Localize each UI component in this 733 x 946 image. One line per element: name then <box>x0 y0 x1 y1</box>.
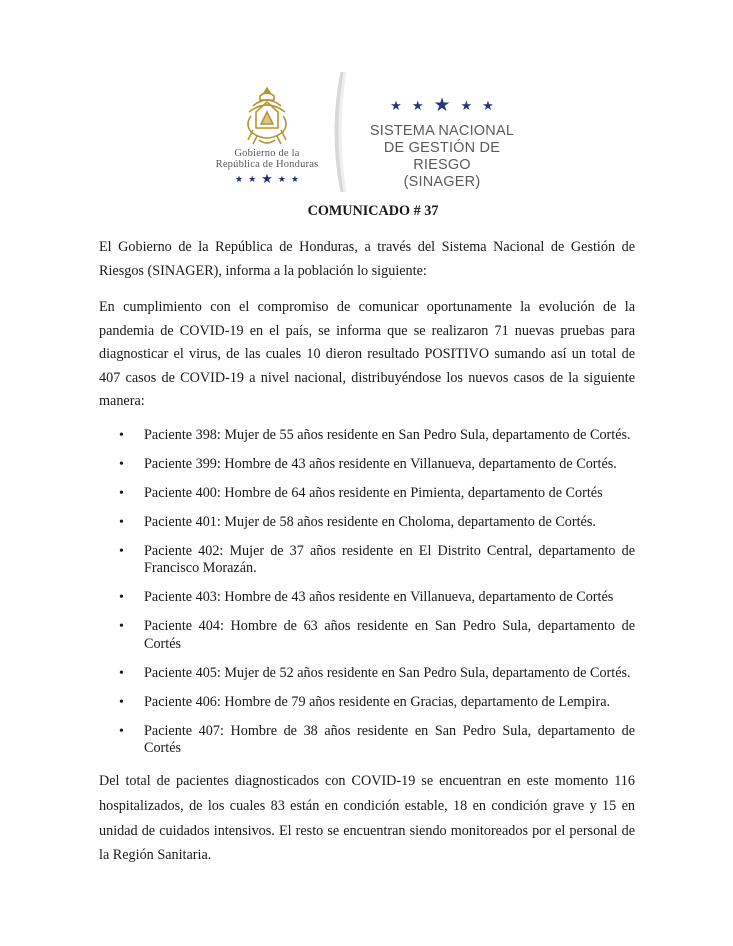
bullet-icon: • <box>119 485 124 501</box>
list-item <box>99 723 635 758</box>
list-item <box>99 589 635 607</box>
divider-curve-icon <box>329 72 347 192</box>
bullet-icon: • <box>119 456 124 472</box>
coat-of-arms-icon <box>239 84 295 148</box>
body-paragraph: En cumplimiento con el compromiso de comunicar oportunamente la evolución de la pandemia de COVID-19 en el país, se informa que se realizaron 71 nuevas pruebas para diagnosticar el virus, de las cuales 10 dieron resultado POSITIVO sumando así un total de 407 casos de COVID-19 a nivel nacional, distribuyéndose los nuevos casos de la siguiente manera: <box>99 299 635 409</box>
closing-paragraph: Del total de pacientes diagnosticados con COVID-19 se encuentran en este momento 116 hospitalizados, de los cuales 83 están en condición estable, 18 en condición grave y 15 en unidad de cuidados intensivos. El resto se encuentran siendo monitoreados por el personal de la Región Sanitaria. <box>99 773 635 864</box>
list-item <box>99 427 635 445</box>
case-text: Paciente 403: Hombre de 43 años residente en Villanueva, departamento de Cortés <box>144 589 614 605</box>
star-row-icon: ★ ★ ★ ★ ★ <box>390 95 494 116</box>
star-row-icon: ★ ★ ★ ★ ★ <box>235 171 299 186</box>
gobierno-logo <box>212 84 322 184</box>
list-item <box>99 694 635 712</box>
bullet-icon: • <box>119 427 124 443</box>
bullet-icon: • <box>119 514 124 530</box>
sinager-line1: SISTEMA NACIONAL <box>369 123 515 139</box>
bullet-icon: • <box>119 665 124 681</box>
case-text: Paciente 402: Mujer de 37 años residente en El Distrito Central, departamento de Francisco Morazán. <box>144 542 635 576</box>
case-text: Paciente 404: Hombre de 63 años residente en San Pedro Sula, departamento de Cortés <box>144 618 635 652</box>
bullet-icon: • <box>119 590 124 605</box>
intro-paragraph: El Gobierno de la República de Honduras, a través del Sistema Nacional de Gestión de Riesgos (SINAGER), informa a la población lo siguiente: <box>99 239 635 279</box>
case-text: Paciente 405: Mujer de 52 años residente en San Pedro Sula, departamento de Cortés. <box>144 664 631 681</box>
list-item <box>99 514 635 532</box>
bullet-icon: • <box>119 694 124 710</box>
case-list <box>99 427 635 758</box>
document-body <box>99 203 635 881</box>
sinager-line2: DE GESTIÓN DE RIESGO <box>383 140 501 173</box>
gov-logo-line1: Gobierno de la <box>234 148 300 159</box>
case-text: Paciente 401: Mujer de 58 años residente en Choloma, departamento de Cortés. <box>144 513 596 530</box>
bullet-icon: • <box>119 723 124 739</box>
case-text: Paciente 400: Hombre de 64 años residente en Pimienta, departamento de Cortés <box>144 484 603 501</box>
document-title: COMUNICADO # 37 <box>307 203 439 219</box>
list-item <box>99 456 635 474</box>
list-item <box>99 485 635 503</box>
case-text: Paciente 398: Mujer de 55 años residente en San Pedro Sula, departamento de Cortés. <box>144 426 631 443</box>
list-item <box>99 543 635 578</box>
sinager-logo <box>357 95 527 191</box>
case-text: Paciente 407: Hombre de 38 años residente en San Pedro Sula, departamento de Cortés <box>144 722 635 756</box>
case-text: Paciente 406: Hombre de 79 años residente en Gracias, departamento de Lempira. <box>144 693 611 710</box>
case-text: Paciente 399: Hombre de 43 años residente en Villanueva, departamento de Cortés. <box>144 455 617 472</box>
bullet-icon: • <box>119 619 124 634</box>
sinager-line3: (SINAGER) <box>403 174 481 190</box>
list-item <box>99 618 635 653</box>
list-item <box>99 665 635 683</box>
gov-logo-line2: República de Honduras <box>215 159 319 170</box>
bullet-icon: • <box>119 543 124 559</box>
letterhead <box>0 0 733 200</box>
